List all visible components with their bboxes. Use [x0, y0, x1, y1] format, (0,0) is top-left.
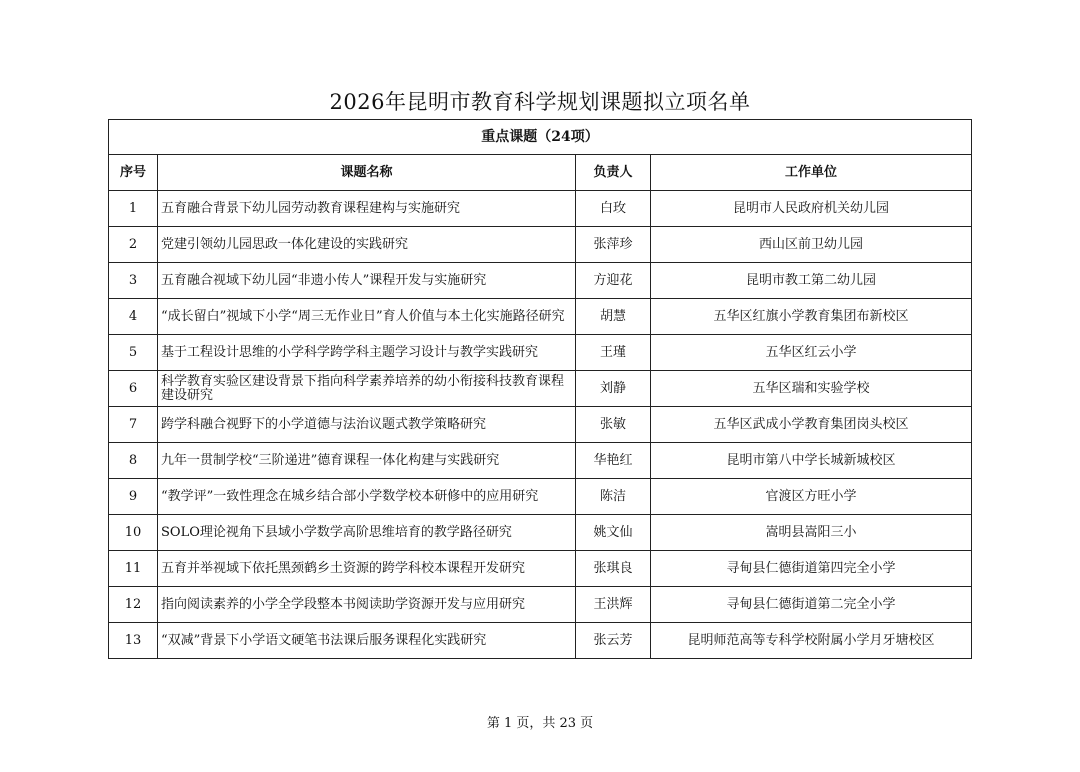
section-header-row: [109, 120, 972, 155]
cell-owner: 方迎花: [576, 263, 651, 299]
cell-name: 党建引领幼儿园思政一体化建设的实践研究: [158, 227, 576, 263]
cell-owner: 胡慧: [576, 299, 651, 335]
cell-name: “双减”背景下小学语文硬笔书法课后服务课程化实践研究: [158, 623, 576, 659]
table-row: [109, 191, 972, 227]
cell-unit: 昆明市第八中学长城新城校区: [651, 443, 972, 479]
table-row: [109, 515, 972, 551]
cell-owner: 华艳红: [576, 443, 651, 479]
cell-unit: 嵩明县嵩阳三小: [651, 515, 972, 551]
column-header-unit: 工作单位: [651, 155, 972, 191]
cell-name: “成长留白”视域下小学“周三无作业日”育人价值与本土化实施路径研究: [158, 299, 576, 335]
column-header-owner: 负责人: [576, 155, 651, 191]
project-table: [108, 119, 972, 659]
cell-no: 4: [109, 299, 158, 335]
cell-name: 九年一贯制学校“三阶递进”德育课程一体化构建与实践研究: [158, 443, 576, 479]
cell-no: 6: [109, 371, 158, 407]
page-title: 2026年昆明市教育科学规划课题拟立项名单: [329, 90, 751, 114]
cell-owner: 张敏: [576, 407, 651, 443]
table-row: [109, 443, 972, 479]
cell-name: 五育并举视域下依托黑颈鹤乡土资源的跨学科校本课程开发研究: [158, 551, 576, 587]
table-row: [109, 407, 972, 443]
cell-unit: 昆明师范高等专科学校附属小学月牙塘校区: [651, 623, 972, 659]
cell-unit: 五华区瑞和实验学校: [651, 371, 972, 407]
cell-no: 5: [109, 335, 158, 371]
cell-name: 五育融合视域下幼儿园“非遗小传人”课程开发与实施研究: [158, 263, 576, 299]
table-row: [109, 551, 972, 587]
cell-name: 跨学科融合视野下的小学道德与法治议题式教学策略研究: [158, 407, 576, 443]
cell-no: 12: [109, 587, 158, 623]
cell-name: SOLO理论视角下县域小学数学高阶思维培育的教学路径研究: [158, 515, 576, 551]
table-row: [109, 479, 972, 515]
page-footer: 第 1 页，共 23 页: [486, 716, 594, 731]
cell-unit: 五华区红云小学: [651, 335, 972, 371]
table-row: [109, 335, 972, 371]
cell-no: 3: [109, 263, 158, 299]
cell-name: 五育融合背景下幼儿园劳动教育课程建构与实施研究: [158, 191, 576, 227]
cell-unit: 寻甸县仁德街道第二完全小学: [651, 587, 972, 623]
cell-no: 13: [109, 623, 158, 659]
table-row: [109, 227, 972, 263]
column-header-name: 课题名称: [158, 155, 576, 191]
cell-no: 11: [109, 551, 158, 587]
cell-no: 1: [109, 191, 158, 227]
cell-unit: 五华区武成小学教育集团岗头校区: [651, 407, 972, 443]
cell-owner: 王瑾: [576, 335, 651, 371]
cell-name: 指向阅读素养的小学全学段整本书阅读助学资源开发与应用研究: [158, 587, 576, 623]
table-row: [109, 371, 972, 407]
cell-no: 7: [109, 407, 158, 443]
cell-owner: 王洪辉: [576, 587, 651, 623]
cell-unit: 西山区前卫幼儿园: [651, 227, 972, 263]
cell-unit: 五华区红旗小学教育集团布新校区: [651, 299, 972, 335]
cell-no: 8: [109, 443, 158, 479]
table-row: [109, 263, 972, 299]
cell-unit: 昆明市教工第二幼儿园: [651, 263, 972, 299]
column-header-row: [109, 155, 972, 191]
cell-name: “教学评”一致性理念在城乡结合部小学数学校本研修中的应用研究: [158, 479, 576, 515]
cell-unit: 寻甸县仁德街道第四完全小学: [651, 551, 972, 587]
cell-unit: 昆明市人民政府机关幼儿园: [651, 191, 972, 227]
cell-owner: 张萍珍: [576, 227, 651, 263]
cell-unit: 官渡区方旺小学: [651, 479, 972, 515]
table-row: [109, 587, 972, 623]
cell-owner: 张琪良: [576, 551, 651, 587]
cell-no: 9: [109, 479, 158, 515]
table-row: [109, 623, 972, 659]
cell-no: 2: [109, 227, 158, 263]
table-row: [109, 299, 972, 335]
cell-owner: 张云芳: [576, 623, 651, 659]
cell-owner: 刘静: [576, 371, 651, 407]
cell-no: 10: [109, 515, 158, 551]
column-header-no: 序号: [109, 155, 158, 191]
cell-owner: 白玫: [576, 191, 651, 227]
cell-name: 科学教育实验区建设背景下指向科学素养培养的幼小衔接科技教育课程建设研究: [158, 371, 576, 407]
cell-owner: 陈洁: [576, 479, 651, 515]
section-title: 重点课题（24项）: [109, 120, 972, 155]
cell-name: 基于工程设计思维的小学科学跨学科主题学习设计与教学实践研究: [158, 335, 576, 371]
cell-owner: 姚文仙: [576, 515, 651, 551]
